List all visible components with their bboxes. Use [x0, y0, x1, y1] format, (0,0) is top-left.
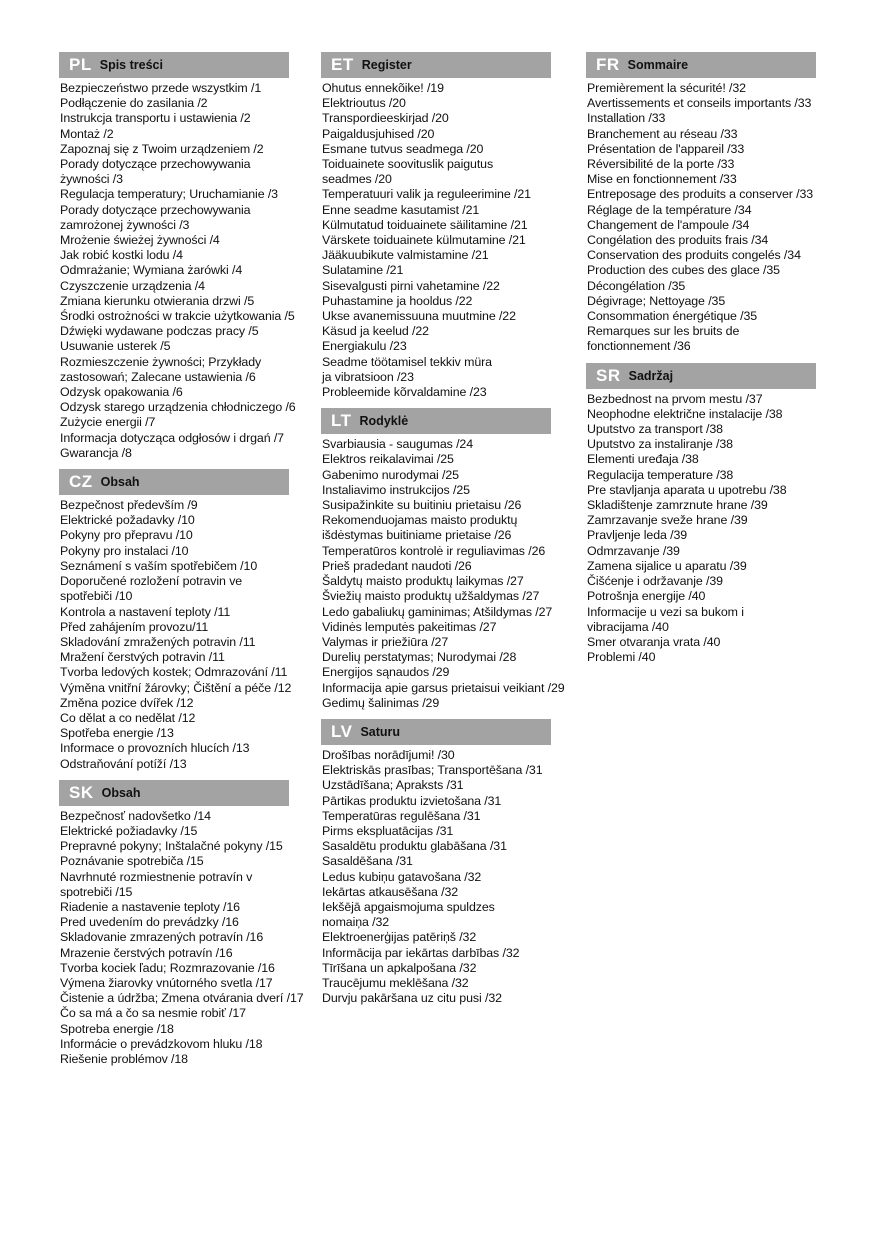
- toc-entry: Doporučené rozložení potravin ve spotřebiči /10: [60, 574, 243, 604]
- toc-entry: Uputstvo za transport /38: [587, 422, 723, 437]
- toc-entry: Pred uvedením do prevádzky /16: [60, 915, 239, 930]
- toc-entry: Durvju pakāršana uz citu pusi /32: [322, 991, 502, 1006]
- toc-entry: Jak robić kostki lodu /4: [60, 248, 183, 263]
- toc-entry: Prieš pradedant naudoti /26: [322, 558, 472, 573]
- toc-entry: Zamrzavanje sveže hrane /39: [587, 513, 748, 528]
- entry-list: [586, 81, 848, 355]
- toc-entry: Riešenie problémov /18: [60, 1051, 188, 1066]
- toc-entry: Zamena sijalice u aparatu /39: [587, 558, 747, 573]
- toc-entry: Pre stavljanja aparata u upotrebu /38: [587, 482, 787, 497]
- toc-entry: Külmutatud toiduainete säilitamine /21: [322, 217, 528, 232]
- toc-entry: Tvorba kociek ľadu; Rozmrazovanie /16: [60, 960, 275, 975]
- toc-entry: Enne seadme kasutamist /21: [322, 202, 480, 217]
- toc-entry: Probleemide kõrvaldamine /23: [322, 385, 487, 400]
- toc-entry: Dégivrage; Nettoyage /35: [587, 293, 726, 308]
- toc-entry: Elektros reikalavimai /25: [322, 452, 454, 467]
- language-code: SK: [69, 782, 94, 802]
- entry-list: [59, 498, 321, 772]
- toc-entry: Consommation énergétique /35: [587, 309, 758, 324]
- toc-entry: Changement de l'ampoule /34: [587, 217, 750, 232]
- toc-entry: Poznávanie spotrebiča /15: [60, 854, 204, 869]
- entry-list: [321, 437, 583, 711]
- section-heading: Sadržaj: [628, 368, 674, 383]
- toc-entry: Vidinės lemputės pakeitimas /27: [322, 619, 497, 634]
- toc-entry: Käsud ja keelud /22: [322, 324, 429, 339]
- toc-entry: Production des cubes des glace /35: [587, 263, 780, 278]
- toc-entry: Gedimų šalinimas /29: [322, 695, 440, 710]
- toc-entry: Jääkuubikute valmistamine /21: [322, 248, 489, 263]
- toc-entry: Usuwanie usterek /5: [60, 339, 171, 354]
- toc-entry: Pokyny pro přepravu /10: [60, 528, 193, 543]
- section-header: [586, 363, 816, 389]
- toc-entry: Elementi uređaja /38: [587, 452, 699, 467]
- toc-entry: Elektroenerģijas patēriņš /32: [322, 930, 477, 945]
- toc-entry: Odzysk opakowania /6: [60, 385, 183, 400]
- toc-entry: Bezpečnosť nadovšetko /14: [60, 808, 211, 823]
- toc-entry: Premièrement la sécurité! /32: [587, 81, 746, 95]
- toc-entry: Skladování zmražených potravin /11: [60, 634, 256, 649]
- toc-entry: Informācija par iekārtas darbības /32: [322, 945, 520, 960]
- toc-entry: Drošības norādījumi! /30: [322, 747, 455, 762]
- toc-entry: Informace o provozních hlucích /13: [60, 741, 250, 756]
- section-et: [321, 52, 583, 400]
- toc-entry: Toiduainete soovituslik paigutus seadmes /20: [322, 157, 494, 187]
- language-code: LV: [331, 721, 353, 741]
- toc-entry: Elektrické požiadavky /15: [60, 823, 198, 838]
- toc-entry: Tīrīšana un apkalpošana /32: [322, 960, 477, 975]
- toc-entry: Mrazenie čerstvých potravín /16: [60, 945, 233, 960]
- toc-entry: Rekomenduojamas maisto produktų išdėstymas buitiniame prietaise /26: [322, 513, 518, 543]
- toc-entry: Elektrické požadavky /10: [60, 513, 195, 528]
- toc-entry: Prepravné pokyny; Inštalačné pokyny /15: [60, 839, 283, 854]
- toc-entry: Seadme töötamisel tekkiv müra ja vibratsioon /23: [322, 354, 492, 384]
- toc-entry: Skladovanie zmrazených potravín /16: [60, 930, 264, 945]
- toc-entry: Pārtikas produktu izvietošana /31: [322, 793, 502, 808]
- language-code: ET: [331, 55, 354, 74]
- toc-entry: Esmane tutvus seadmega /20: [322, 141, 484, 156]
- toc-entry: Pravljenje leda /39: [587, 528, 688, 543]
- toc-entry: Présentation de l'appareil /33: [587, 141, 745, 156]
- entry-list: [59, 809, 321, 1067]
- section-sr: [586, 363, 848, 666]
- toc-entry: Rozmieszczenie żywności; Przykłady zastosowań; Zalecane ustawienia /6: [60, 354, 262, 384]
- toc-entry: Iekārtas atkausēšana /32: [322, 884, 459, 899]
- section-pl: [59, 52, 321, 461]
- toc-entry: Sulatamine /21: [322, 263, 404, 278]
- section-cz: [59, 469, 321, 772]
- toc-entry: Potrošnja energije /40: [587, 589, 706, 604]
- toc-entry: Navrhnuté rozmiestnenie potravín v spotrebiči /15: [60, 869, 253, 899]
- toc-entry: Neophodne električne instalacije /38: [587, 406, 783, 421]
- section-fr: [586, 52, 848, 355]
- toc-entry: Odmrażanie; Wymiana żarówki /4: [60, 263, 243, 278]
- toc-entry: Temperatūros kontrolė ir reguliavimas /26: [322, 543, 546, 558]
- section-heading: Register: [361, 58, 412, 72]
- toc-entry: Změna pozice dvířek /12: [60, 695, 194, 710]
- section-header: [59, 52, 289, 78]
- toc-entry: Výmena žiarovky vnútorného svetla /17: [60, 975, 273, 990]
- toc-entry: Šviežių maisto produktų užšaldymas /27: [322, 589, 540, 604]
- toc-entry: Seznámení s vaším spotřebičem /10: [60, 558, 258, 573]
- section-heading: Spis treści: [99, 58, 163, 72]
- toc-entry: Bezpieczeństwo przede wszystkim /1: [60, 81, 262, 95]
- section-header: [321, 52, 551, 78]
- toc-entry: Traucējumu meklēšana /32: [322, 975, 469, 990]
- section-header: [59, 469, 289, 495]
- contents-column: [59, 52, 321, 1075]
- section-heading: Saturu: [360, 724, 401, 739]
- toc-entry: Ukse avanemissuuna muutmine /22: [322, 309, 516, 324]
- toc-entry: Problemi /40: [587, 650, 656, 665]
- toc-entry: Ledus kubiņu gatavošana /32: [322, 869, 482, 884]
- toc-entry: Durelių perstatymas; Nurodymai /28: [322, 650, 517, 665]
- toc-entry: Před zahájením provozu/11: [60, 619, 209, 634]
- toc-entry: Bezbednost na prvom mestu /37: [587, 391, 763, 406]
- toc-entry: Čo sa má a čo sa nesmie robiť /17: [60, 1006, 246, 1021]
- toc-entry: Gabenimo nurodymai /25: [322, 467, 459, 482]
- toc-entry: Dźwięki wydawane podczas pracy /5: [60, 324, 259, 339]
- language-code: PL: [69, 55, 92, 74]
- toc-entry: Svarbiausia - saugumas /24: [322, 437, 473, 452]
- toc-entry: Puhastamine ja hooldus /22: [322, 293, 473, 308]
- toc-entry: Czyszczenie urządzenia /4: [60, 278, 205, 293]
- toc-entry: Spotreba energie /18: [60, 1021, 174, 1036]
- toc-entry: Uputstvo za instaliranje /38: [587, 437, 733, 452]
- toc-entry: Mražení čerstvých potravin /11: [60, 650, 225, 665]
- toc-entry: Informacije u vezi sa bukom i vibracijama /40: [587, 604, 744, 634]
- toc-entry: Spotřeba energie /13: [60, 726, 174, 741]
- entry-list: [59, 81, 321, 461]
- toc-entry: Co dělat a co nedělat /12: [60, 710, 196, 725]
- toc-entry: Temperatuuri valik ja reguleerimine /21: [322, 187, 531, 202]
- entry-list: [321, 748, 583, 1006]
- toc-entry: Odstraňování potíží /13: [60, 756, 187, 771]
- contents-column: [321, 52, 583, 1014]
- toc-entry: Pirms ekspluatācijas /31: [322, 823, 454, 838]
- toc-entry: Sasaldēšana /31: [322, 854, 413, 869]
- toc-entry: Ohutus ennekõike! /19: [322, 81, 444, 95]
- toc-entry: Šaldytų maisto produktų laikymas /27: [322, 574, 524, 589]
- toc-entry: Ledo gabaliukų gaminimas; Atšildymas /27: [322, 604, 553, 619]
- toc-entry: Montaż /2: [60, 126, 114, 141]
- section-header: [586, 52, 816, 78]
- toc-entry: Conservation des produits congelés /34: [587, 248, 801, 263]
- toc-entry: Informacja dotycząca odgłosów i drgań /7: [60, 430, 284, 445]
- toc-entry: Zużycie energii /7: [60, 415, 156, 430]
- toc-entry: Informacija apie garsus prietaisui veikiant /29: [322, 680, 565, 695]
- toc-entry: Čistenie a údržba; Zmena otvárania dverí /17: [60, 991, 304, 1006]
- language-code: FR: [596, 55, 620, 74]
- toc-entry: Temperatūras regulēšana /31: [322, 808, 481, 823]
- toc-entry: Mise en fonctionnement /33: [587, 172, 737, 187]
- toc-entry: Środki ostrożności w trakcie użytkowania /5: [60, 309, 295, 324]
- toc-entry: Čišćenje i održavanje /39: [587, 574, 723, 589]
- section-sk: [59, 780, 321, 1067]
- toc-entry: Susipažinkite su buitiniu prietaisu /26: [322, 498, 522, 513]
- toc-entry: Elektriskās prasības; Transportēšana /31: [322, 763, 543, 778]
- toc-entry: Gwarancja /8: [60, 445, 132, 460]
- toc-entry: Kontrola a nastavení teploty /11: [60, 604, 231, 619]
- toc-entry: Zapoznaj się z Twoim urządzeniem /2: [60, 141, 264, 156]
- toc-entry: Pokyny pro instalaci /10: [60, 543, 189, 558]
- toc-entry: Branchement au réseau /33: [587, 126, 738, 141]
- toc-entry: Paigaldusjuhised /20: [322, 126, 435, 141]
- toc-entry: Sisevalgusti pirni vahetamine /22: [322, 278, 500, 293]
- section-lv: [321, 719, 583, 1006]
- toc-entry: Zmiana kierunku otwierania drzwi /5: [60, 293, 255, 308]
- toc-entry: Décongélation /35: [587, 278, 686, 293]
- toc-entry: Porady dotyczące przechowywania żywności /3: [60, 157, 251, 187]
- section-heading: Obsah: [100, 475, 140, 490]
- section-header: [59, 780, 289, 806]
- toc-entry: Bezpečnost především /9: [60, 498, 198, 513]
- toc-entry: Réversibilité de la porte /33: [587, 157, 735, 172]
- toc-entry: Instaliavimo instrukcijos /25: [322, 482, 470, 497]
- section-heading: Sommaire: [627, 58, 689, 72]
- toc-entry: Réglage de la température /34: [587, 202, 752, 217]
- toc-entry: Smer otvaranja vrata /40: [587, 634, 721, 649]
- toc-entry: Odmrzavanje /39: [587, 543, 680, 558]
- section-header: [321, 719, 551, 745]
- toc-entry: Entreposage des produits a conserver /33: [587, 187, 814, 202]
- language-code: CZ: [69, 472, 93, 492]
- toc-entry: Transpordieeskirjad /20: [322, 111, 449, 126]
- toc-entry: Sasaldētu produktu glabāšana /31: [322, 839, 507, 854]
- toc-entry: Avertissements et conseils importants /33: [587, 96, 812, 111]
- toc-entry: Congélation des produits frais /34: [587, 233, 769, 248]
- toc-entry: Installation /33: [587, 111, 666, 126]
- toc-entry: Uzstādīšana; Apraksts /31: [322, 778, 464, 793]
- toc-entry: Värskete toiduainete külmutamine /21: [322, 233, 526, 248]
- toc-entry: Elektrioutus /20: [322, 96, 406, 111]
- entry-list: [586, 392, 848, 666]
- section-header: [321, 408, 551, 434]
- toc-entry: Instrukcja transportu i ustawienia /2: [60, 111, 251, 126]
- toc-entry: Tvorba ledových kostek; Odmrazování /11: [60, 665, 288, 680]
- toc-entry: Energijos sąnaudos /29: [322, 665, 450, 680]
- toc-entry: Riadenie a nastavenie teploty /16: [60, 899, 240, 914]
- entry-list: [321, 81, 583, 400]
- toc-entry: Informácie o prevádzkovom hluku /18: [60, 1036, 263, 1051]
- toc-entry: Skladištenje zamrznute hrane /39: [587, 498, 768, 513]
- language-code: LT: [331, 411, 352, 431]
- toc-entry: Regulacija temperature /38: [587, 467, 734, 482]
- contents-column: [586, 52, 848, 673]
- toc-entry: Regulacja temperatury; Uruchamianie /3: [60, 187, 278, 202]
- section-heading: Obsah: [101, 785, 141, 800]
- toc-entry: Porady dotyczące przechowywania zamrożonej żywności /3: [60, 202, 251, 232]
- section-lt: [321, 408, 583, 711]
- toc-entry: Iekšējā apgaismojuma spuldzes nomaiņa /32: [322, 899, 495, 930]
- toc-entry: Podłączenie do zasilania /2: [60, 96, 208, 111]
- toc-entry: Výměna vnitřní žárovky; Čištění a péče /12: [60, 680, 292, 695]
- toc-entry: Remarques sur les bruits de fonctionnement /36: [587, 324, 740, 354]
- toc-entry: Energiakulu /23: [322, 339, 407, 354]
- toc-entry: Valymas ir priežiūra /27: [322, 634, 449, 649]
- section-heading: Rodyklė: [359, 414, 409, 429]
- toc-entry: Mrożenie świeżej żywności /4: [60, 233, 220, 248]
- toc-entry: Odzysk starego urządzenia chłodniczego /6: [60, 400, 296, 415]
- language-code: SR: [596, 365, 621, 385]
